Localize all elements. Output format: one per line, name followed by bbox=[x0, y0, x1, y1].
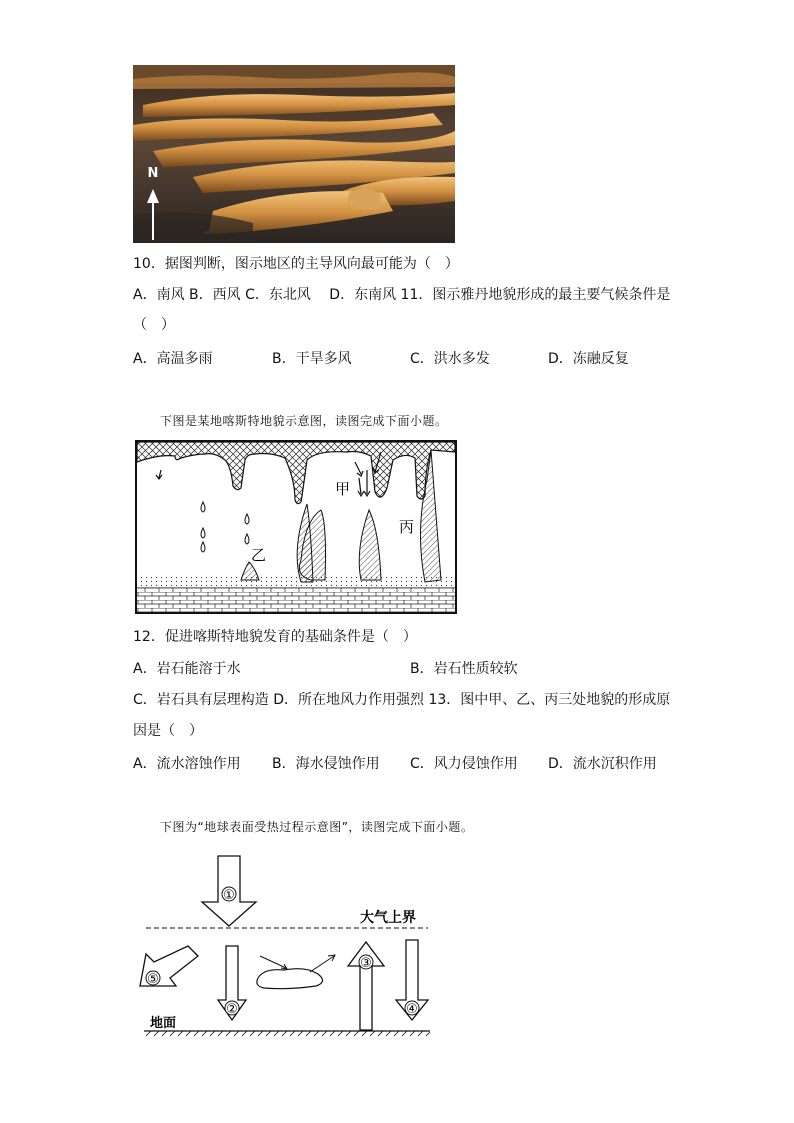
q10-options-line: A．南风 B．西风 C．东北风 D．东南风 11．图示雅丹地貌形成的最主要气候条件是 bbox=[133, 287, 671, 303]
label-5: ⑤ bbox=[147, 972, 159, 987]
label-3: ③ bbox=[360, 956, 372, 971]
label-yi: 乙 bbox=[251, 546, 267, 564]
label-jia: 甲 bbox=[335, 480, 351, 498]
q13-option-a: A．流水溶蚀作用 bbox=[133, 756, 241, 772]
karst-diagram bbox=[135, 440, 457, 614]
yardang-photo bbox=[133, 65, 455, 243]
q13-line3: 因是（ ） bbox=[133, 723, 203, 739]
q13-option-b: B．海水侵蚀作用 bbox=[272, 756, 380, 772]
q11-option-c: C．洪水多发 bbox=[410, 351, 490, 367]
q12-option-a: A．岩石能溶于水 bbox=[133, 661, 241, 677]
q11-option-d: D．冻融反复 bbox=[548, 351, 629, 367]
ground-label: 地面 bbox=[150, 1016, 177, 1031]
cloud-icon bbox=[257, 969, 323, 989]
q13-option-d: D．流水沉积作用 bbox=[548, 756, 657, 772]
q11-paren: （ ） bbox=[133, 317, 175, 333]
label-4: ④ bbox=[406, 1002, 418, 1017]
q12-option-b: B．岩石性质较软 bbox=[410, 661, 518, 677]
q12-stem: 12．促进喀斯特地貌发育的基础条件是（ ） bbox=[133, 629, 417, 645]
atmosphere-top-label: 大气上界 bbox=[360, 910, 416, 926]
label-1: ① bbox=[223, 888, 235, 903]
karst-intro: 下图是某地喀斯特地貌示意图，读图完成下面小题。 bbox=[160, 414, 448, 428]
label-2: ② bbox=[226, 1002, 238, 1017]
label-bing: 丙 bbox=[399, 518, 415, 536]
q10-stem: 10．据图判断，图示地区的主导风向最可能为（ ） bbox=[133, 256, 459, 272]
heating-diagram bbox=[138, 850, 434, 1040]
north-label: N bbox=[147, 166, 159, 181]
heat-intro: 下图为“地球表面受热过程示意图”，读图完成下面小题。 bbox=[160, 820, 474, 834]
q12-line2: C．岩石具有层理构造 D．所在地风力作用强烈 13．图中甲、乙、丙三处地貌的形成原 bbox=[133, 692, 671, 708]
q11-option-b: B．干旱多风 bbox=[272, 351, 352, 367]
q13-option-c: C．风力侵蚀作用 bbox=[410, 756, 518, 772]
q11-option-a: A．高温多雨 bbox=[133, 351, 213, 367]
